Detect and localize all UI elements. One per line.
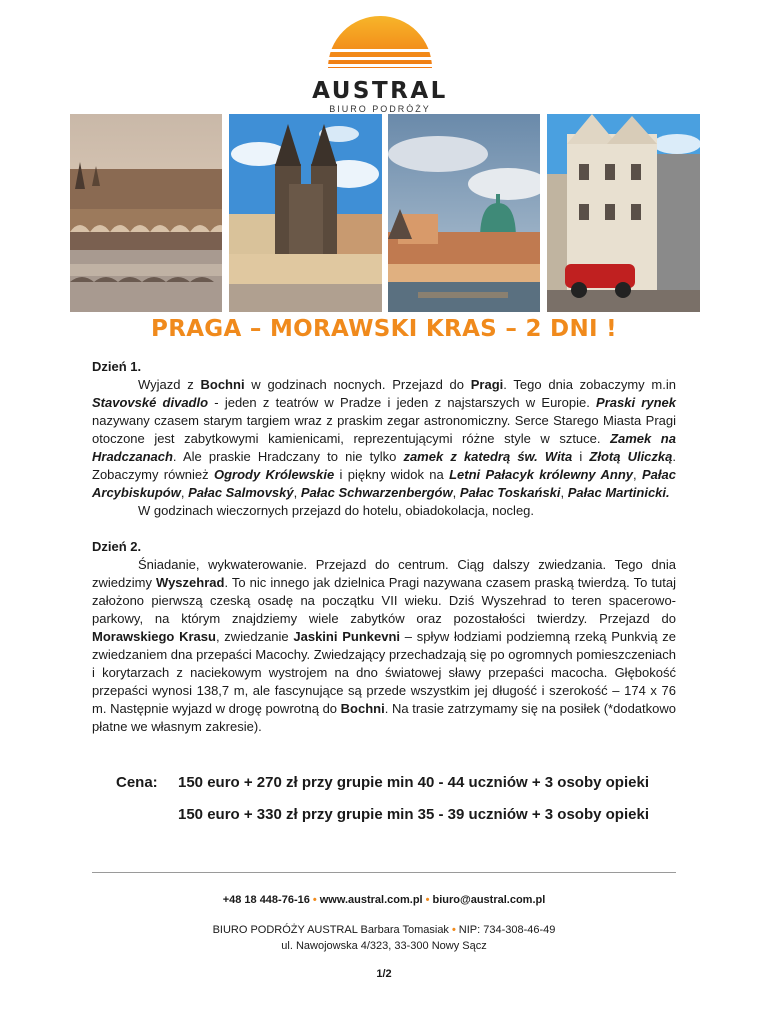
footer-nip: NIP: 734-308-46-49 — [458, 924, 556, 936]
footer-address: ul. Nawojowska 4/323, 33-300 Nowy Sącz — [281, 940, 487, 952]
austral-logo — [290, 8, 470, 112]
day2-heading: Dzień 2. — [92, 539, 142, 554]
page-title: PRAGA – MORAWSKI KRAS – 2 DNI ! — [151, 316, 617, 342]
prague-bridge-photo — [70, 114, 222, 312]
price-line-2 — [116, 806, 649, 823]
price-label: Cena: — [116, 774, 158, 791]
old-street-car-photo — [547, 114, 700, 312]
logo-brand: AUSTRAL — [312, 78, 448, 104]
photo-strip — [70, 114, 700, 312]
footer-divider — [92, 872, 676, 873]
footer-email-link[interactable]: biuro@austral.com.pl — [432, 894, 546, 906]
price-option-1: 150 euro + 270 zł przy grupie min 40 - 44 uczniów + 3 osoby opieki — [178, 774, 649, 791]
day1-heading: Dzień 1. — [92, 359, 142, 374]
itinerary — [92, 358, 676, 736]
day2-paragraph: Śniadanie, wykwaterowanie. Przejazd do centrum. Ciąg dalszy zwiedzania. Tego dnia zwiedzimy Wyszehrad. To nic innego jak dzielnica Pragi nazywana czasem praską twierdzą. To tutaj założono pierwszą czeską osadę na początku VII wieku. Dziś Wyszehrad to teren spacerowo-parkowy, na którym znajdziemy wiele zabytków oraz pozostałości twierdzy. Przejazd do Morawskiego Krasu, zwiedzanie Jaskini Punkevni – spływ łodziami podziemną rzeką Punkvią ze zwiedzaniem dna przepaści Macochy. Zwiedzający przechadzają się po ogromnych pomieszczeniach i korytarzach z naciekowym wystrojem na dno światowej sławy przepaści macocha. Głębokość przepaści wynosi 138,7 m, ale fascynujące są przede wszystkim jej długość i szerokość – 174 x 76 m. Następnie wyjazd w drogę powrotną do Bochni. Na trasie zatrzymamy się na posiłek (*dodatkowo płatne we własnym zakresie). — [92, 557, 676, 734]
separator-bullet: • — [425, 894, 430, 906]
footer-phone[interactable]: +48 18 448-76-16 — [222, 894, 310, 906]
day1-evening: W godzinach wieczornych przejazd do hotelu, obiadokolacja, nocleg. — [138, 503, 535, 518]
logo-subtitle: BIURO PODRÓŻY — [329, 104, 431, 112]
page-number: 1/2 — [376, 968, 392, 980]
footer-company — [0, 924, 768, 936]
footer-website-link[interactable]: www.austral.com.pl — [319, 894, 423, 906]
tyn-church-photo — [229, 114, 382, 312]
footer-contacts — [0, 894, 768, 906]
separator-bullet: • — [451, 924, 456, 936]
sunset-logo-icon — [290, 8, 470, 78]
separator-bullet: • — [312, 894, 317, 906]
price-line-1 — [116, 774, 649, 791]
prague-domes-photo — [388, 114, 540, 312]
day1-paragraph: Wyjazd z Bochni w godzinach nocnych. Przejazd do Pragi. Tego dnia zobaczymy m.in Stavovské divadlo - jeden z teatrów w Pradze i jeden z najstarszych w Europie. Praski rynek nazywany czasem starym targiem wraz z praskim zegar astronomiczny. Serce Starego Miasta Pragi otoczone jest zabytkowymi kamienicami, reprezentującymi różne style w sztuce. Zamek na Hradczanach. Ale praskie Hradczany to nie tylko zamek z katedrą św. Wita i Złotą Uliczką. Zobaczymy również Ogrody Królewskie i piękny widok na Letni Pałacyk królewny Anny, Pałac Arcybiskupów, Pałac Salmovský, Pałac Schwarzenbergów, Pałac Toskański, Pałac Martinicki. — [92, 377, 676, 500]
footer-company-name: BIURO PODRÓŻY AUSTRAL Barbara Tomasiak — [212, 924, 449, 936]
price-option-2: 150 euro + 330 zł przy grupie min 35 - 39 uczniów + 3 osoby opieki — [178, 806, 649, 823]
